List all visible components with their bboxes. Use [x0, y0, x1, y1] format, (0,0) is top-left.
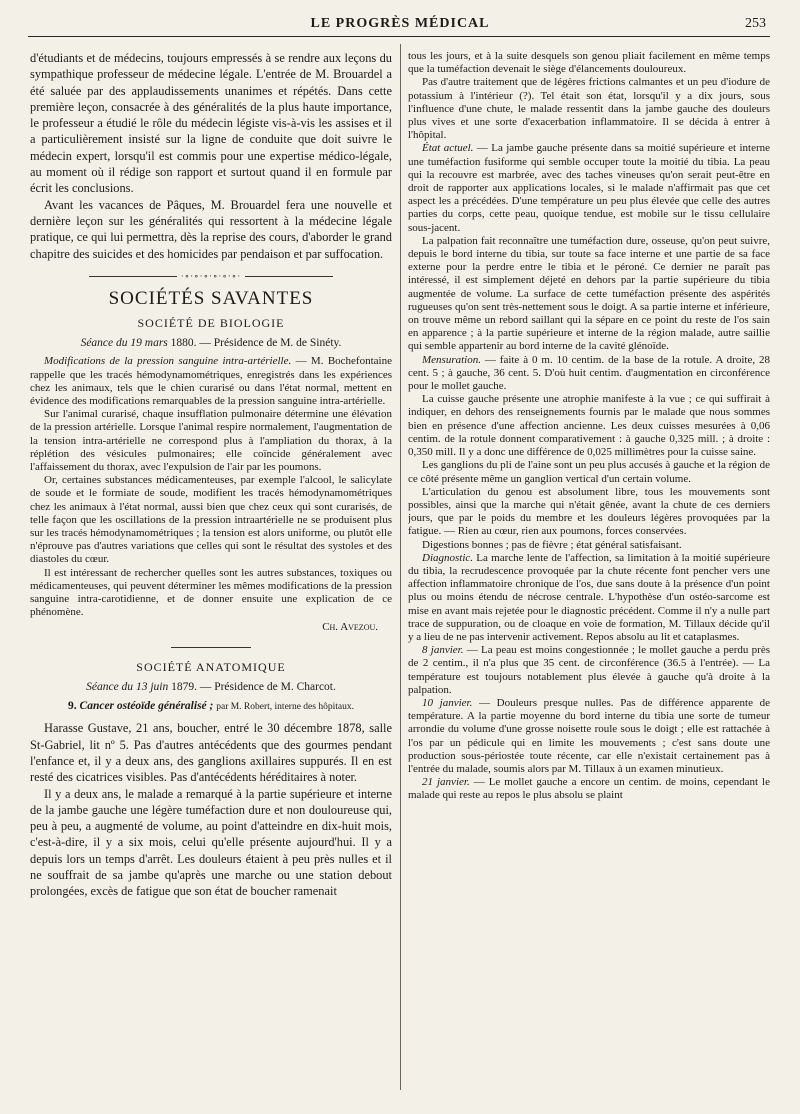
- right-paragraph: [408, 697, 770, 776]
- seance-label: Séance du: [86, 681, 134, 694]
- paragraph-text: L'articulation du genou est absolument libre, tous les mouvements sont possibles, ainsi que la marche qui n'était gênée, avant la chute de ces derniers jours, que par le poids du membre et les douleurs légères provoquées par la fatigue. — Rien au cœur, rien aux poumons, forces conservées.: [408, 485, 770, 538]
- paragraph-text: Les ganglions du pli de l'aine sont un peu plus accusés à gauche et la région de ce côté présente même un ganglion vertical d'un certain volume.: [408, 459, 770, 485]
- paper-lead-text: — M. Bochefontaine rappelle que les tracés hémodynamométriques, enregistrés dans les expériences chez les animaux, tels que le chien curarisé ou dans l'état normal, mettent en évidence des modifications remarquables de la pression sanguine intra-artérielle.: [30, 355, 392, 407]
- section-title: SOCIÉTÉS SAVANTES: [108, 288, 314, 310]
- paragraph-lead: 10 janvier.: [422, 696, 473, 709]
- seance-presidence: 1880. — Présidence de M. de Sinéty.: [170, 337, 342, 350]
- right-paragraph: [408, 235, 770, 354]
- seance-label: Séance du: [80, 337, 128, 350]
- right-paragraph: [408, 459, 770, 485]
- biologie-paragraph: Sur l'animal curarisé, chaque insufflation pulmonaire détermine une élévation de la pression artérielle. Lorsque l'animal respire normalement, l'augmentation de la tension intra-artérielle ne correspond plus à l'ampliation du thorax, à la réplétion des vésicules pulmonaires; elle coïncide généralement avec l'affaissement du thorax, avec l'expulsion de l'air par les poumons.: [30, 408, 392, 473]
- right-paragraph: [408, 539, 770, 552]
- seance-date: 13 juin: [135, 681, 169, 694]
- right-paragraph: [408, 142, 770, 234]
- paragraph-lead: Diagnostic.: [422, 551, 474, 564]
- paragraph-text: — Douleurs presque nulles. Pas de différence apparente de température. A la partie moyenne du bord interne du tibia une sorte de tumeur arrondie du volume d'une grosse noisette roule sous le doigt ; elle est rattachée à l'os par un pédicule qui en limite les mouvements ; c'est sans doute une production sous-périostée toute récente, car elle n'existait certainement pas à l'entrée du malade, soumis alors par M. Tillaux à un examen minutieux.: [408, 696, 770, 775]
- ornamental-divider: ·∘·∘·∘·∘·∘·∘·: [30, 271, 392, 282]
- right-paragraph: [408, 486, 770, 539]
- society-title-anatomique: SOCIÉTÉ ANATOMIQUE: [136, 660, 286, 675]
- paragraph-text: Digestions bonnes ; pas de fièvre ; état général satisfaisant.: [422, 538, 682, 551]
- right-paragraph: [408, 776, 770, 802]
- paragraph-text: — Le mollet gauche a encore un centim. de moins, cependant le malade qui reste au repos le plus absolu se plaint: [408, 776, 770, 802]
- right-paragraph: [408, 50, 770, 76]
- paragraph-text: — La peau est moins congestionnée ; le mollet gauche a perdu près de 2 centim., il n'a plus que 35 cent. de circonférence (36.5 à l'entrée). — La température est toujours notablement plus élevée à gauche qu'à droite à la palpation.: [408, 644, 770, 696]
- case-heading: [30, 699, 392, 714]
- paragraph-lead: 8 janvier.: [422, 644, 464, 657]
- biologie-paragraph: Il est intéressant de rechercher quelles sont les autres substances, toxiques ou médicamenteuses, qui peuvent déterminer les mêmes modifications de la pression sanguine intra-carotidienne, et de donner ensuite une explication de ce phénomène.: [30, 566, 392, 619]
- right-paragraph: [408, 393, 770, 459]
- seance-line: [30, 337, 392, 349]
- signature: Ch. Avezou.: [322, 621, 378, 634]
- paragraph-lead: Mensuration.: [422, 353, 481, 366]
- column-divider: [400, 44, 401, 1090]
- right-paragraph: [408, 354, 770, 394]
- paragraph-text: — La jambe gauche présente dans sa moitié supérieure et interne une tuméfaction fusiforme qui semble occuper toute la moitié du tibia. La peau qui la recouvre est marbrée, avec des taches vineuses qu'on serait peut-être en droit de rapporter aux applications locales, si le malade n'affirmait pas que cet aspect les a précédées. D'une température un peu plus élevée que celle des autres parties du corps, cette peau, quoique tendue, est mobile sur le tissu cellulaire sous-jacent.: [408, 142, 770, 234]
- running-header: [34, 16, 766, 38]
- journal-title: LE PROGRÈS MÉDICAL: [310, 16, 490, 31]
- page-number: 253: [745, 16, 766, 31]
- paragraph-lead: 21 janvier.: [422, 776, 470, 789]
- right-column: [408, 50, 770, 1094]
- case-number: 9.: [68, 700, 77, 713]
- biologie-paragraph: Or, certaines substances médicamenteuses, par exemple l'alcool, le salicylate de soude et le formiate de soude, modifient les tracés hémodynamométriques chez les animaux à l'état normal, aussi bien que chez ceux qui sont curarisés, de telle façon que les oscillations de la pression intraartérielle ne se produisent plus sur les tracés hémodynamométriques ; la tension est alors uniforme, ou plutôt elle n'éprouve pas d'autres variations que celles qui sont le résultat des systoles et des diastoles du cœur.: [30, 474, 392, 566]
- paragraph-lead: État actuel.: [422, 142, 474, 155]
- header-rule: [28, 36, 770, 37]
- case-paragraph: Harasse Gustave, 21 ans, boucher, entré le 30 décembre 1878, salle St-Gabriel, lit nº 5. Pas d'autres antécédents que des gourmes pendant l'enfance et, il y a deux ans, des ganglions axillaires suppurés. Il en est resté des cicatrices visibles. Pas d'antécédents héréditaires à noter.: [30, 721, 392, 785]
- case-paragraph: Il y a deux ans, le malade a remarqué à la partie supérieure et interne de la jambe gauche une légère tuméfaction dure et non douloureuse qui, peu à peu, a augmenté de volume, au point d'atteindre en dix-huit mois, c'est-à-dire, il y a six mois, celui qu'elle présente aujourd'hui. Il y a depuis lors un temps d'arrêt. Les douleurs étaient à peu près nulles et il ne souffrait de sa jambe qu'après une marche ou une station debout prolongées, excès de fatigue que son état de boucher ramenait: [30, 786, 392, 899]
- society-title-biologie: SOCIÉTÉ DE BIOLOGIE: [137, 316, 285, 331]
- right-paragraph: [408, 76, 770, 142]
- right-paragraph: [408, 552, 770, 644]
- case-author: par M. Robert, interne des hôpitaux.: [216, 702, 354, 713]
- biologie-lead-paragraph: [30, 355, 392, 408]
- section-rule: [171, 647, 251, 648]
- paragraph-text: La cuisse gauche présente une atrophie manifeste à la vue ; ce qui suffirait à indiquer, en dehors des renseignements fournis par le malade que nous sommes bien en présence d'une affection ancienne. Les deux cuisses mesurées à 0,06 centim. de la rotule donnent comparativement : à gauche 0,325 mill. ; à droite : 0,350 mill. Il y a donc une différence de 0,025 millimètres pour la cuisse saine.: [408, 393, 770, 459]
- paragraph-text: La marche lente de l'affection, sa limitation à la moitié supérieure du tibia, la recrudescence provoquée par la chute récente font pencher vers une affection inflammatoire chronique de l'os, due sans doute à la présence d'un point plus ou moins étendu de nécrose centrale. L'hypothèse d'un ostéo-sarcome est mise en avant mais rejetée pour le diagnostic précédent. Comme il n'y a nulle part trace de suppuration, ou de cloaque en voie de formation, M. Tillaux décide qu'il y a lieu de ne pas intervenir activement. Repos absolu au lit et cataplasmes.: [408, 551, 770, 643]
- seance-presidence: 1879. — Présidence de M. Charcot.: [171, 681, 336, 694]
- seance-line: [30, 681, 392, 693]
- paragraph-text: tous les jours, et à la suite desquels son genou pliait facilement en même temps que la tuméfaction devenait le siège d'élancements douloureux.: [408, 50, 770, 76]
- paragraph-text: — faite à 0 m. 10 centim. de la base de la rotule. A droite, 28 cent. 5 ; à gauche, 36 cent. 5. D'où huit centim. d'augmentation en circonférence pour le mollet gauche.: [408, 353, 770, 393]
- right-paragraph: [408, 644, 770, 697]
- left-column: [30, 50, 392, 1094]
- case-title: Cancer ostéoïde généralisé ;: [79, 700, 214, 713]
- paper-title: Modifications de la pression sanguine intra-artérielle.: [44, 355, 292, 368]
- paragraph-text: La palpation fait reconnaître une tuméfaction dure, osseuse, qu'on peut suivre, depuis le bord interne du tibia, sur toute sa face interne et une partie de sa face externe pour la perdre entre le tibia et le péroné. Ce dernier ne paraît pas intéressé, il est simplement déjeté en dehors par la partie supérieure du tibia augmentée de volume. La surface de cette tuméfaction présente des aspérités rugueuses qu'on sent très-nettement sous le doigt. A sa partie interne et inférieure, on trouve même un rebord saillant qui la sépare en ce point du reste de l'os sain en apparence ; à la partie supérieure et interne de la région malade, autre saillie qui semble appartenir au bord interne de la cavité glénoïde.: [408, 234, 770, 353]
- intro-paragraph: Avant les vacances de Pâques, M. Brouardel fera une nouvelle et dernière leçon sur les généralités qui ressortent à la médecine légale pratique, ce qui lui permettra, dès la reprise des cours, d'aborder le grand chapitre des suicides et des homicides par pendaison et par suffocation.: [30, 197, 392, 261]
- intro-paragraph: d'étudiants et de médecins, toujours empressés à se rendre aux leçons du sympathique professeur de médecine légale. L'entrée de M. Brouardel a été saluée par des applaudissements unanimes et répétés. Dans cette première leçon, consacrée à des généralités de la plus haute importance, le professeur a étudié le rôle du médecin légiste vis-à-vis les assises et il a particulièrement insisté sur la ligne de conduite que doit suivre le médecin expert, lorsqu'il est commis pour une expertise médico-légale, au moment où il rédige son rapport et surtout quand il en formule par écrit les conclusions.: [30, 51, 392, 196]
- seance-date: 19 mars: [130, 337, 168, 350]
- paragraph-text: Pas d'autre traitement que de légères frictions calmantes et un peu d'iodure de potassium à l'intérieur (?). Tel était son état, lorsqu'il y a dix jours, sous l'influence d'une chute, le malade ressentit dans la jambe gauche des douleurs plus vives et une sorte d'exacerbation inflammatoire. Il se décida à entrer à l'hôpital.: [408, 76, 770, 142]
